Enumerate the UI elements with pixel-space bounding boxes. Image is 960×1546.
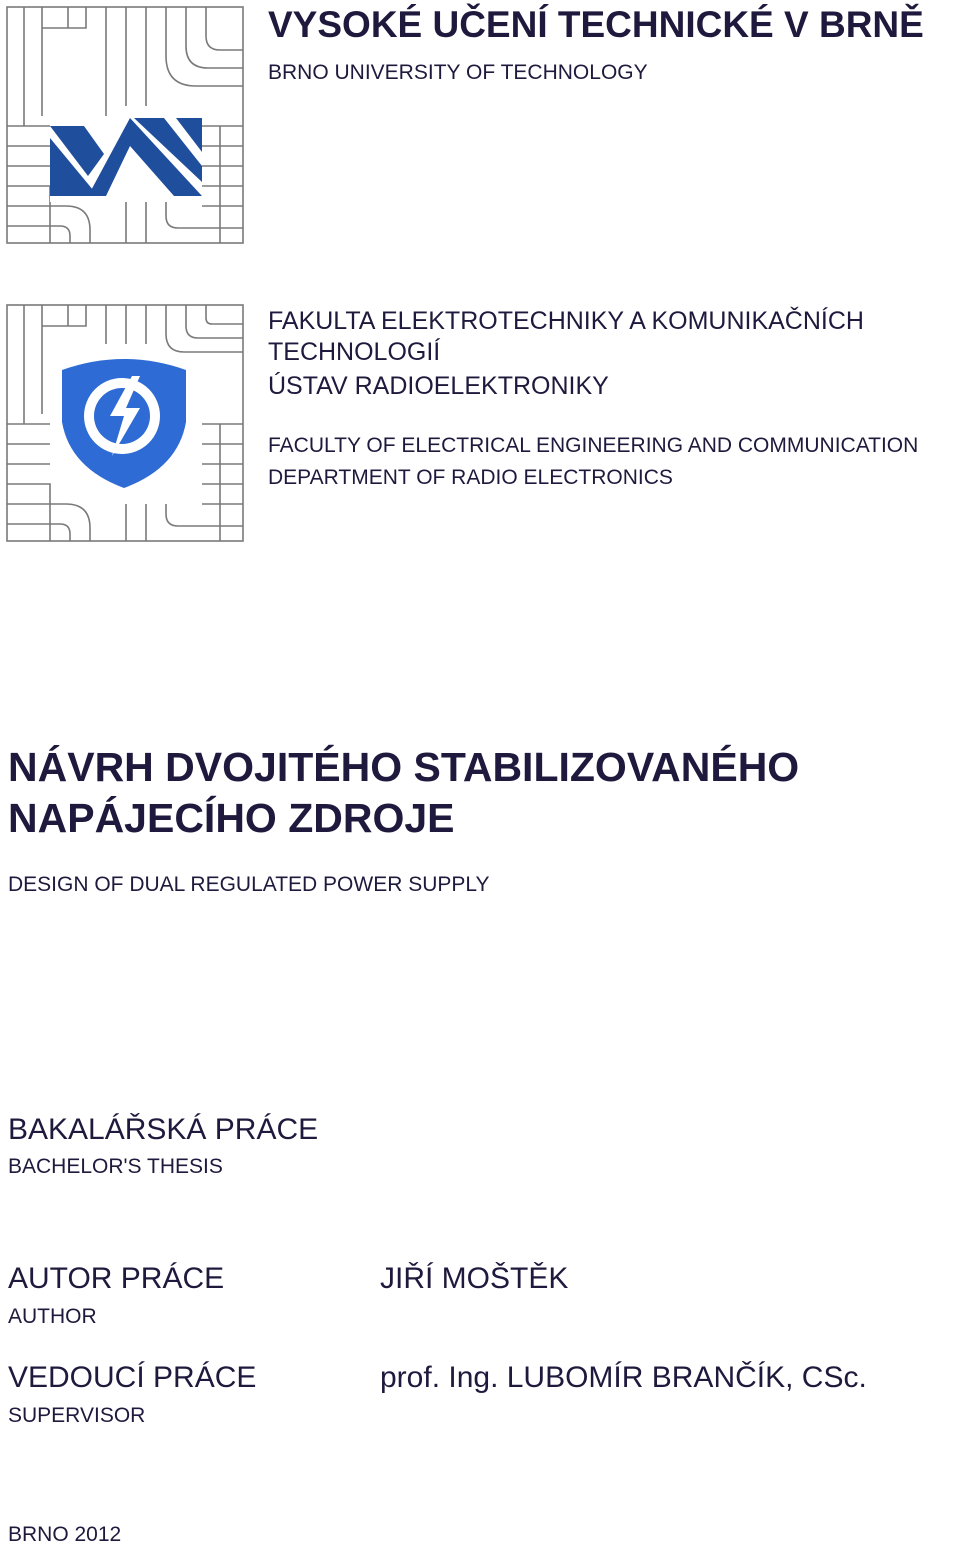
author-name: JIŘÍ MOŠTĚK xyxy=(380,1262,569,1295)
university-name-cz: VYSOKÉ UČENÍ TECHNICKÉ V BRNĚ xyxy=(268,4,924,45)
vut-logo xyxy=(6,6,244,244)
supervisor-label-en: SUPERVISOR xyxy=(8,1404,146,1427)
author-label-en: AUTHOR xyxy=(8,1305,97,1328)
thesis-type-cz: BAKALÁŘSKÁ PRÁCE xyxy=(8,1113,319,1146)
department-name-en: DEPARTMENT OF RADIO ELECTRONICS xyxy=(268,466,673,489)
faculty-name-cz: FAKULTA ELEKTROTECHNIKY A KOMUNIKAČNÍCH TECHNOLOGIÍ xyxy=(268,307,864,366)
thesis-type-en: BACHELOR'S THESIS xyxy=(8,1155,223,1178)
university-name-en: BRNO UNIVERSITY OF TECHNOLOGY xyxy=(268,61,648,84)
supervisor-label-cz: VEDOUCÍ PRÁCE xyxy=(8,1361,257,1394)
author-label-cz: AUTOR PRÁCE xyxy=(8,1262,225,1295)
supervisor-name: prof. Ing. LUBOMÍR BRANČÍK, CSc. xyxy=(380,1361,867,1394)
thesis-title-cz: NÁVRH DVOJITÉHO STABILIZOVANÉHO NAPÁJECÍHO ZDROJE xyxy=(8,744,800,841)
faculty-name-en: FACULTY OF ELECTRICAL ENGINEERING AND COMMUNICATION xyxy=(268,434,919,457)
fekt-logo xyxy=(6,304,244,542)
place-year: BRNO 2012 xyxy=(8,1523,122,1546)
department-name-cz: ÚSTAV RADIOELEKTRONIKY xyxy=(268,372,609,400)
thesis-title-en: DESIGN OF DUAL REGULATED POWER SUPPLY xyxy=(8,873,490,896)
